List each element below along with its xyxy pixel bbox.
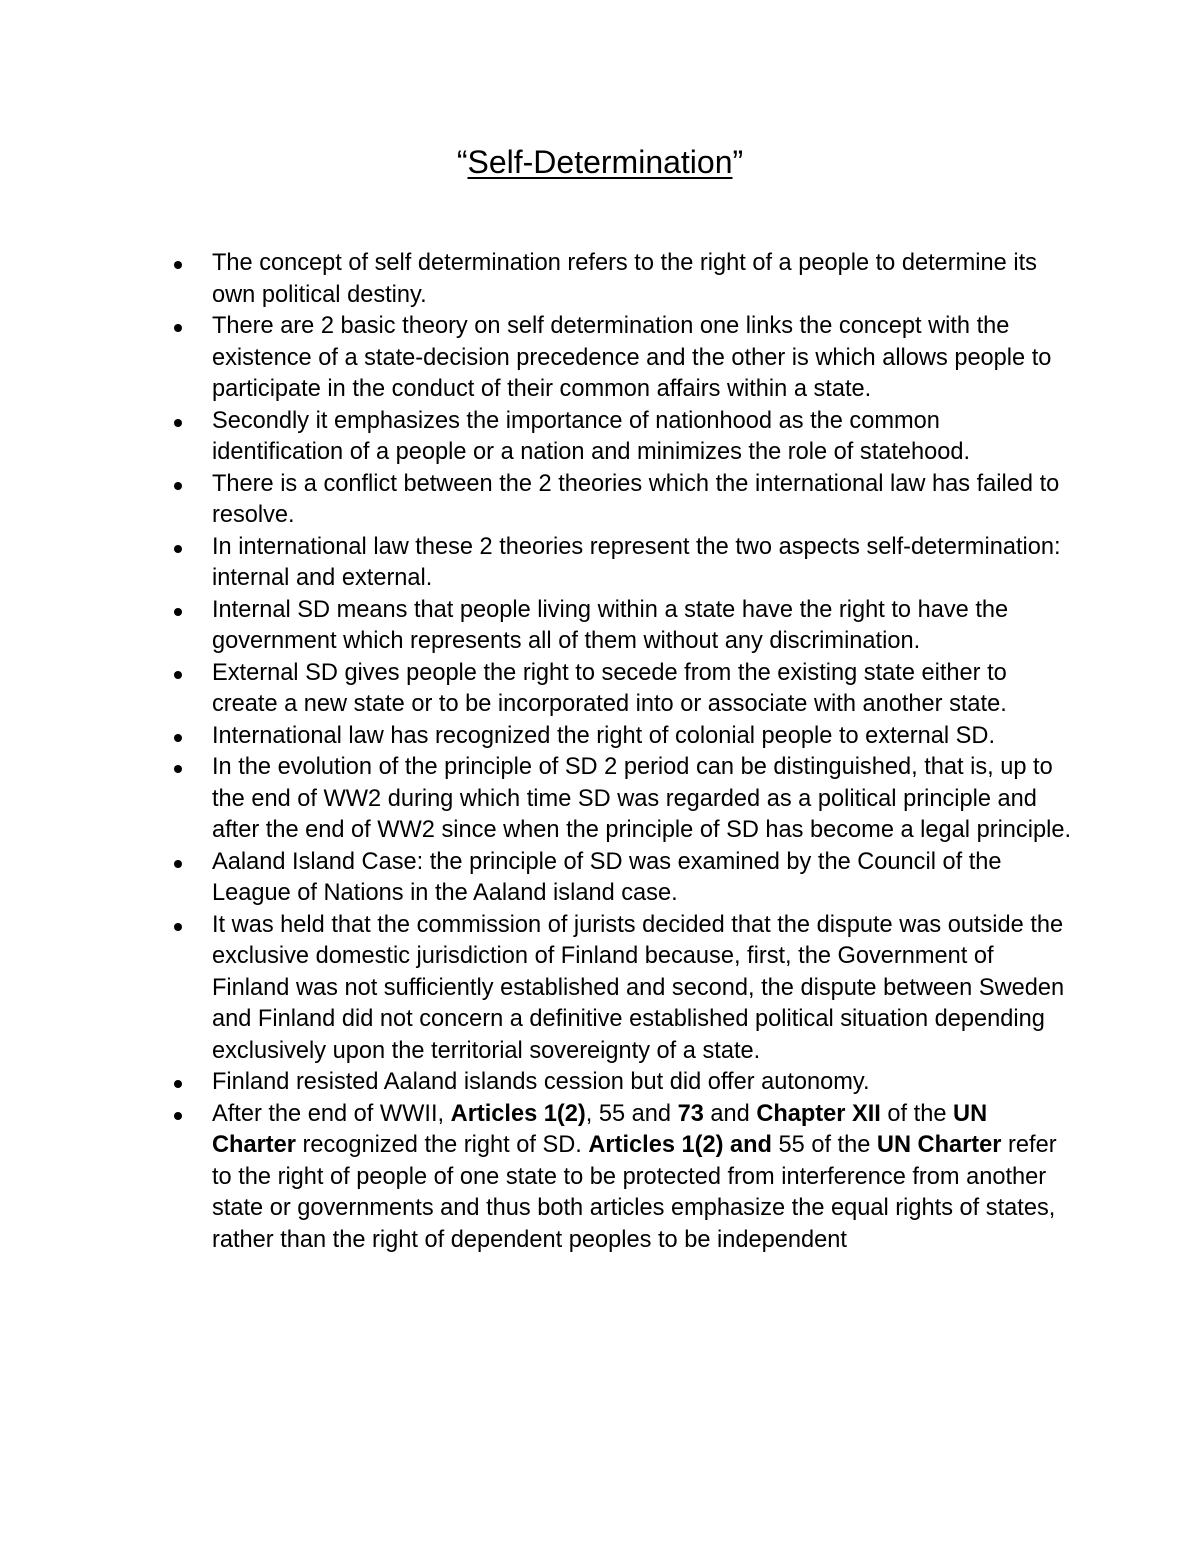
bold-segment: Chapter XII <box>756 1100 881 1127</box>
text-segment: , 55 and <box>585 1100 678 1127</box>
bullet-dot-icon <box>174 324 182 332</box>
bullet-dot-icon <box>174 923 182 931</box>
bullet-text: Finland resisted Aaland islands cession but did offer autonomy. <box>212 1069 870 1095</box>
bullet-dot-icon <box>174 1080 182 1088</box>
bullet-dot-icon <box>174 734 182 742</box>
bullet-item <box>172 311 1072 406</box>
bullet-item <box>172 658 1072 721</box>
page-title <box>0 142 1200 182</box>
bullet-item <box>172 595 1072 658</box>
bullet-dot-icon <box>174 419 182 427</box>
bullet-list <box>172 248 1072 1256</box>
bullet-text: There are 2 basic theory on self determination one links the concept with the existence of a state-decision precedence and the other is which allows people to participate in the conduct of their common affairs within a state. <box>212 313 1052 402</box>
bullet-dot-icon <box>174 261 182 269</box>
bullet-text: In the evolution of the principle of SD 2 period can be distinguished, that is, up to the end of WW2 during which time SD was regarded as a political principle and after the end of WW2 since when the principle of SD has become a legal principle. <box>212 754 1072 843</box>
bullet-item <box>172 1067 1072 1099</box>
bullet-text: It was held that the commission of jurists decided that the dispute was outside the exclusive domestic jurisdiction of Finland because, first, the Government of Finland was not sufficiently established and second, the dispute between Sweden and Finland did not concern a definitive established political situation depending exclusively upon the territorial sovereignty of a state. <box>212 911 1065 1064</box>
title-text: Self-Determination <box>467 144 733 180</box>
bullet-text: The concept of self determination refers to the right of a people to determine its own political destiny. <box>212 250 1037 308</box>
bullet-item <box>172 532 1072 595</box>
bold-segment: Articles 1(2) and <box>588 1132 772 1158</box>
bullet-item <box>172 406 1072 469</box>
bullet-text: External SD gives people the right to secede from the existing state either to create a new state or to be incorporated into or associate with another state. <box>212 659 1007 717</box>
text-segment: After the end of WWII, <box>212 1100 451 1127</box>
bullet-text: There is a conflict between the 2 theories which the international law has failed to resolve. <box>212 470 1060 528</box>
bold-segment: Articles 1(2) <box>450 1100 586 1127</box>
text-segment: and <box>703 1100 757 1127</box>
bullet-dot-icon <box>174 671 182 679</box>
bullet-text: In international law these 2 theories represent the two aspects self-determination: internal and external. <box>212 533 1061 591</box>
bullet-dot-icon <box>174 545 182 553</box>
bullet-item <box>172 721 1072 753</box>
bullet-text: International law has recognized the right of colonial people to external SD. <box>212 722 996 749</box>
bullet-dot-icon <box>174 608 182 616</box>
bullet-item <box>172 910 1072 1068</box>
bullet-text: Internal SD means that people living within a state have the right to have the government which represents all of them without any discrimination. <box>212 596 1009 654</box>
text-segment: of the <box>880 1100 954 1127</box>
bullet-dot-icon <box>174 482 182 490</box>
bullet-item-un-charter <box>172 1099 1072 1257</box>
bold-segment: 73 <box>677 1100 704 1127</box>
bullet-text: Secondly it emphasizes the importance of nationhood as the common identification of a people or a nation and minimizes the role of statehood. <box>212 407 971 465</box>
bullet-dot-icon <box>174 765 182 773</box>
text-segment: 55 of the <box>771 1132 877 1158</box>
bullet-item <box>172 752 1072 847</box>
text-segment: refer to the right of people of one state to be protected from interference from another state or governments and thus both articles emphasize the equal rights of states, rather than the right of dependent peoples to be independent <box>212 1132 1057 1253</box>
bullet-dot-icon <box>174 860 182 868</box>
bold-segment: UN Charter <box>876 1132 1002 1158</box>
text-segment: recognized the right of SD. <box>295 1132 589 1158</box>
bullet-item <box>172 847 1072 910</box>
title-close-quote: ” <box>732 144 744 180</box>
bullet-item <box>172 248 1072 311</box>
title-open-quote: “ <box>456 144 468 180</box>
bullet-dot-icon <box>174 1112 182 1120</box>
bullet-text: Aaland Island Case: the principle of SD was examined by the Council of the League of Nations in the Aaland island case. <box>212 848 1002 906</box>
last-bullet-text <box>212 1101 1057 1253</box>
bullet-item <box>172 469 1072 532</box>
bold-segment: UN Charter <box>212 1100 988 1158</box>
